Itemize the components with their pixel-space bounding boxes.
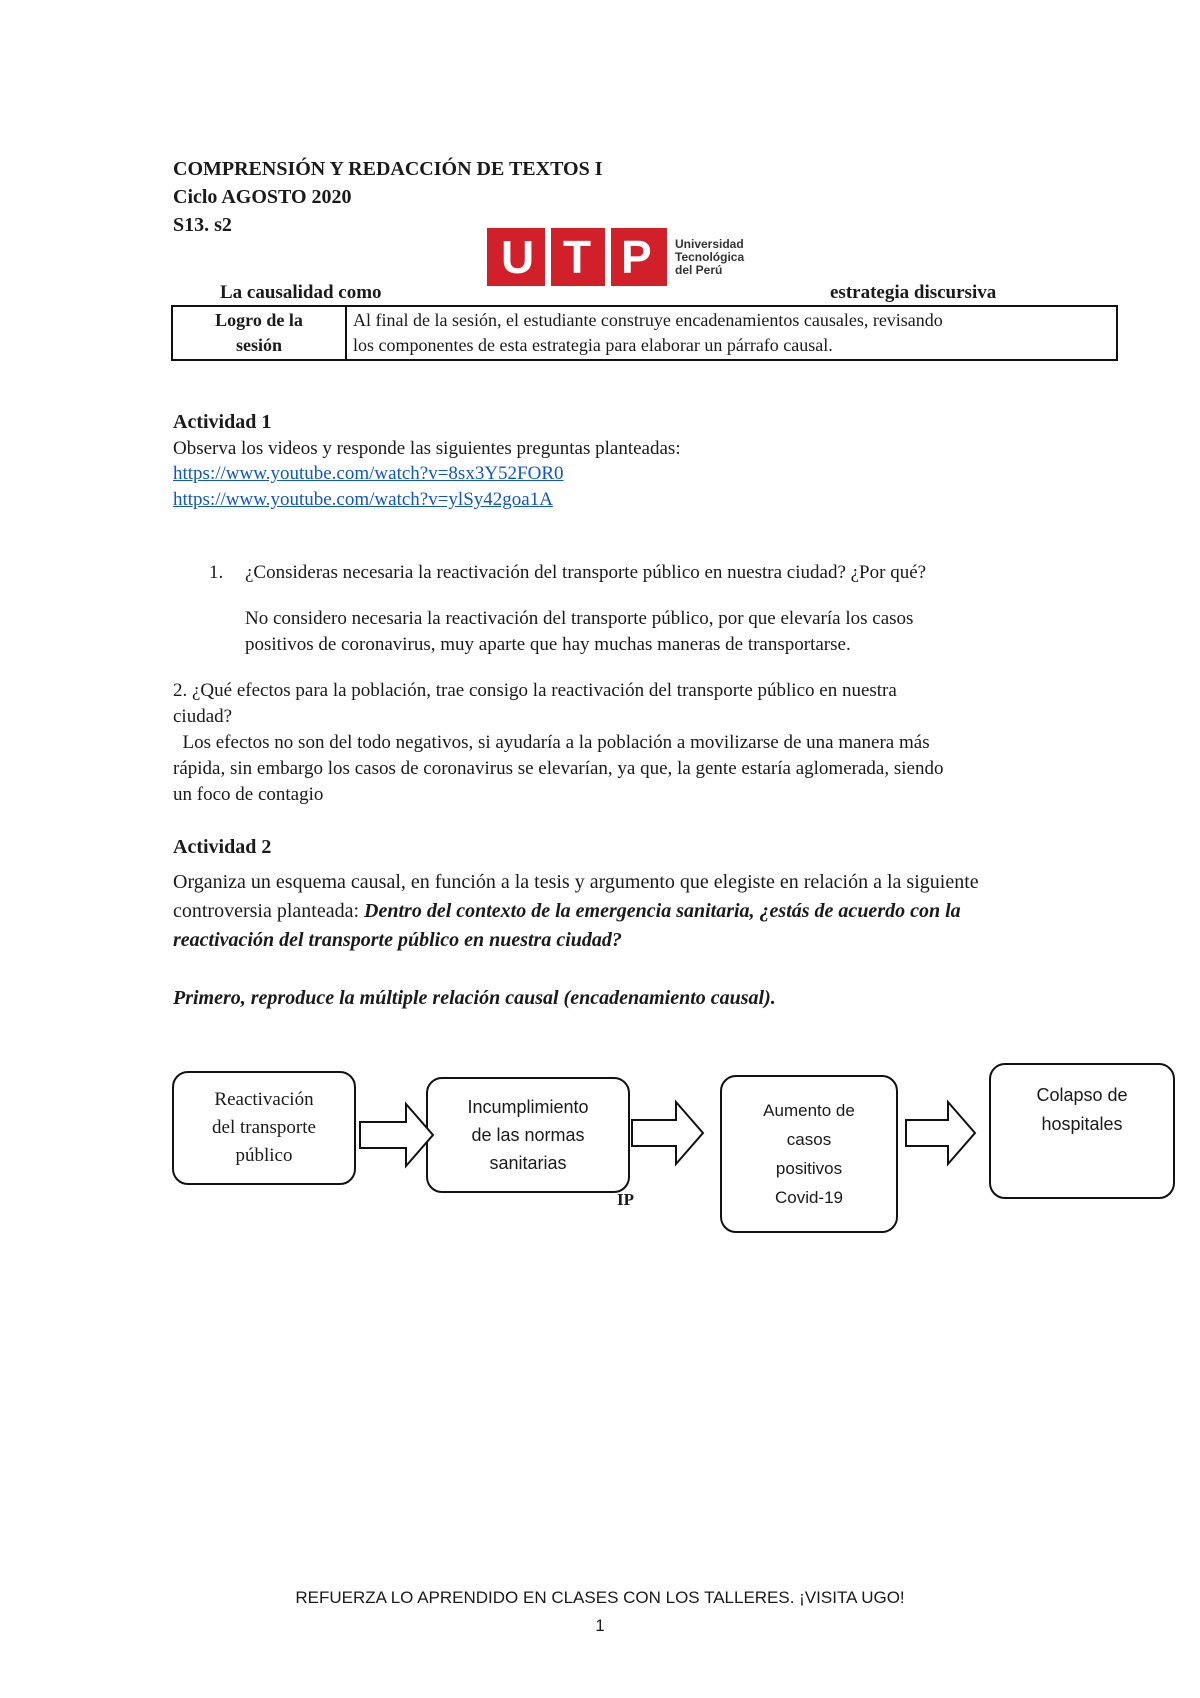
activity2-line1: Organiza un esquema causal, en función a la tesis y argumento que elegiste en relación a la siguiente — [173, 871, 979, 893]
answer2-line2: rápida, sin embargo los casos de coronavirus se elevarían, ya que, la gente estaría aglomerada, siendo — [173, 758, 944, 779]
ip-label: IP — [617, 1190, 634, 1209]
video-link-1[interactable]: https://www.youtube.com/watch?v=8sx3Y52FOR0 — [173, 463, 564, 484]
answer1-line2: positivos de coronavirus, muy aparte que hay muchas maneras de transportarse. — [245, 634, 851, 655]
diagram-box-noncompliance: Incumplimiento de las normas sanitarias — [426, 1077, 630, 1193]
logro-label: Logro de la sesión — [172, 306, 346, 360]
answer2-line3: un foco de contagio — [173, 784, 324, 805]
activity2-instruction: Primero, reproduce la múltiple relación causal (encadenamiento causal). — [173, 987, 776, 1009]
logo-letter-u: U — [501, 231, 535, 283]
diagram-box-reactivation: Reactivación del transporte público — [172, 1071, 356, 1185]
cycle-label: Ciclo AGOSTO 2020 — [173, 186, 352, 208]
topic-left: La causalidad como — [220, 282, 382, 303]
question2-line2: ciudad? — [173, 706, 233, 727]
arrow-3-icon — [906, 1102, 975, 1164]
logo-letter-t: T — [563, 231, 592, 283]
topic-right: estrategia discursiva — [830, 282, 997, 303]
diagram-box-hospitals: Colapso de hospitales — [989, 1063, 1175, 1199]
activity2-line2: controversia planteada: Dentro del contexto de la emergencia sanitaria, ¿estás de acuerdo con la — [173, 900, 961, 922]
footer-text: REFUERZA LO APRENDIDO EN CLASES CON LOS TALLERES. ¡VISITA UGO! — [295, 1588, 905, 1607]
logo-wordmark: Universidad Tecnológica del Perú — [675, 237, 745, 277]
activity2-title: Actividad 2 — [173, 836, 272, 858]
page-number: 1 — [595, 1616, 605, 1635]
question1: ¿Consideras necesaria la reactivación del transporte público en nuestra ciudad? ¿Por qué? — [245, 562, 927, 583]
logo-letter-p: P — [621, 231, 652, 283]
arrow-2-icon — [632, 1102, 703, 1164]
answer1-line1: No considero necesaria la reactivación del transporte público, por que elevaría los casos — [245, 608, 914, 629]
question1-number: 1. — [209, 562, 224, 583]
activity1-title: Actividad 1 — [173, 411, 272, 433]
arrow-1-icon — [360, 1104, 433, 1166]
diagram-box-cases: Aumento de casos positivos Covid-19 — [720, 1075, 898, 1233]
activity2-line3: reactivación del transporte público en nuestra ciudad? — [173, 929, 622, 951]
activity1-instruction: Observa los videos y responde las siguientes preguntas planteadas: — [173, 438, 681, 459]
question2-line1: 2. ¿Qué efectos para la población, trae consigo la reactivación del transporte público en nuestra — [173, 680, 897, 701]
controversy-question: Dentro del contexto de la emergencia sanitaria, ¿estás de acuerdo con la — [364, 900, 961, 922]
answer2-line1: Los efectos no son del todo negativos, si ayudaría a la población a movilizarse de una manera más — [173, 732, 930, 753]
logro-text: Al final de la sesión, el estudiante construye encadenamientos causales, revisando los componentes de esta estrategia para elaborar un párrafo causal. — [346, 306, 1117, 360]
course-title: COMPRENSIÓN Y REDACCIÓN DE TEXTOS I — [173, 158, 603, 180]
session-label: S13. s2 — [173, 214, 232, 236]
video-link-2[interactable]: https://www.youtube.com/watch?v=ylSy42goa1A — [173, 489, 553, 510]
